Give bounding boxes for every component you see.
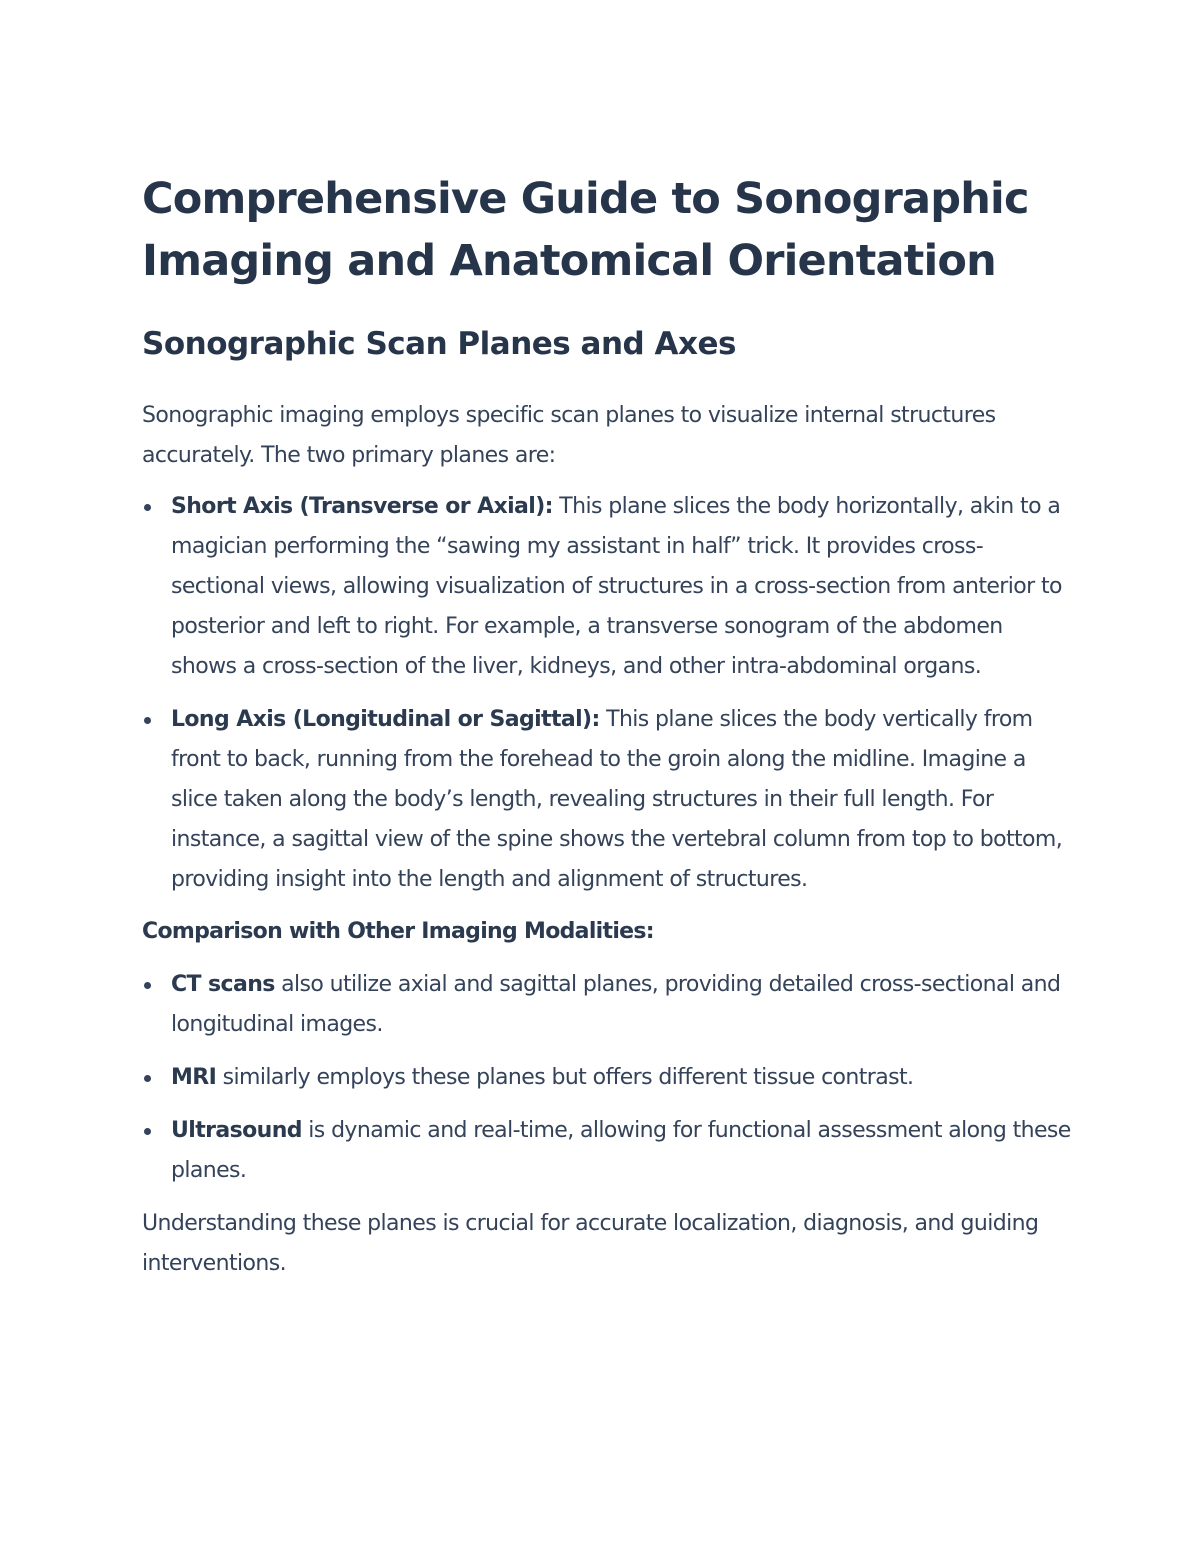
scan-planes-list bbox=[142, 487, 1072, 900]
list-item-term: MRI bbox=[171, 1065, 217, 1090]
document-page bbox=[142, 168, 1072, 1284]
closing-paragraph: Understanding these planes is crucial for accurate localization, diagnosis, and guiding interventions. bbox=[142, 1211, 1039, 1276]
list-item-text: is dynamic and real-time, allowing for functional assessment along these planes. bbox=[171, 1118, 1071, 1183]
list-item bbox=[142, 1058, 1072, 1098]
list-item-term: Short Axis (Transverse or Axial): bbox=[171, 494, 553, 519]
list-item-term: Ultrasound bbox=[171, 1118, 302, 1143]
list-item-term: CT scans bbox=[171, 972, 275, 997]
list-item-text: This plane slices the body vertically from front to back, running from the forehead to the groin along the midline. Imagine a slice taken along the body’s length, revealing structures in their full length. For instance, a sagittal view of the spine shows the vertebral column from top to bottom, providing insight into the length and alignment of structures. bbox=[171, 707, 1063, 892]
document-title: Comprehensive Guide to Sonographic Imaging and Anatomical Orientation bbox=[142, 174, 1029, 286]
list-item-term: Long Axis (Longitudinal or Sagittal): bbox=[171, 707, 600, 732]
list-item bbox=[142, 700, 1072, 900]
list-item-text: similarly employs these planes but offers different tissue contrast. bbox=[216, 1065, 914, 1090]
intro-paragraph: Sonographic imaging employs specific scan planes to visualize internal structures accurately. The two primary planes are: bbox=[142, 403, 996, 468]
modalities-list bbox=[142, 965, 1072, 1191]
list-item bbox=[142, 1111, 1072, 1191]
list-item bbox=[142, 965, 1072, 1045]
comparison-heading: Comparison with Other Imaging Modalities: bbox=[142, 919, 654, 944]
list-item bbox=[142, 487, 1072, 687]
list-item-text: This plane slices the body horizontally, akin to a magician performing the “sawing my assistant in half” trick. It provides cross-sectional views, allowing visualization of structures in a cross-section from anterior to posterior and left to right. For example, a transverse sonogram of the abdomen shows a cross-section of the liver, kidneys, and other intra-abdominal organs. bbox=[171, 494, 1062, 679]
list-item-text: also utilize axial and sagittal planes, providing detailed cross-sectional and longitudinal images. bbox=[171, 972, 1061, 1037]
section-heading: Sonographic Scan Planes and Axes bbox=[142, 326, 736, 362]
